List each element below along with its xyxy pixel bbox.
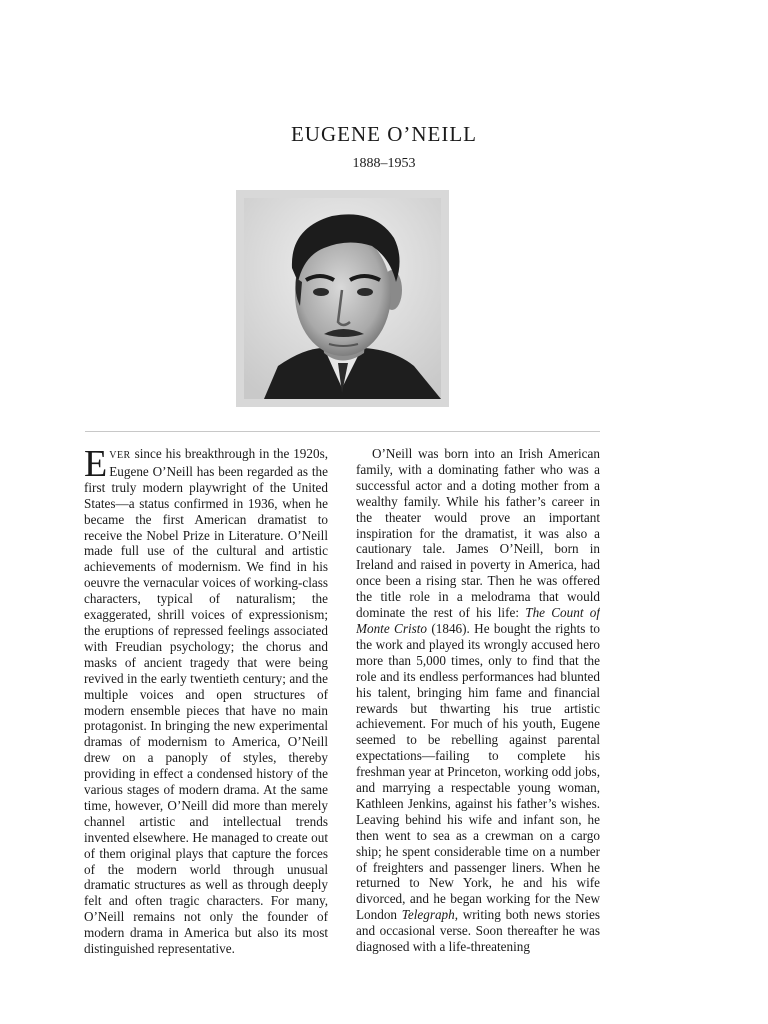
text-column-right <box>356 446 600 976</box>
paragraph-biography <box>356 446 600 955</box>
portrait-image <box>244 198 441 399</box>
section-divider <box>85 431 600 432</box>
work-title-monte-cristo: The Count of Monte Cristo <box>356 605 600 636</box>
paragraph-intro-text: since his breakthrough in the 1920s, Eugene O’Neill has been regarded as the first truly modern playwright of the United States—a status confirmed in 1936, when he became the first American dramatist to receive the Nobel Prize in Literature. O’Neill made full use of the cultural and artistic achievements of modernism. We find in his oeuvre the vernacular voices of working-class characters, typical of naturalism; the exaggerated, shrill voices of expressionism; the eruptions of repressed feelings associated with Freudian psychology; the chorus and masks of ancient tragedy that were being revived in the early twentieth century; and the multiple voices and open structures of modern ensemble pieces that have no main protagonist. In bringing the new experimental dramas of modernism to America, O’Neill drew on a panoply of styles, thereby providing in effect a condensed history of the various stages of modern drama. At the same time, however, O’Neill did more than merely channel artistic and intellectual trends invented elsewhere. He managed to create out of them original plays that capture the forces of the modern world through unusual dramatic structures as well as through deeply felt and often tragic characters. For many, O’Neill remains not only the founder of modern drama in America but also its most distinguished representative. <box>84 446 328 957</box>
paragraph-text-2: (1846). He bought the rights to the work and played its wrongly accused hero more than 5,000 times, only to find that the role and its endless performances had blunted his talent, bringing him fame and financial rewards but thwarting his true artistic achievement. For much of his youth, Eugene seemed to be rebelling against parental expectations—failing to complete his freshman year at Princeton, working odd jobs, and marrying a respectable young woman, Kathleen Jenkins, against his father’s wishes. Leaving behind his wife and infant son, he then went to sea as a crewman on a cargo ship; he spent considerable time on a number of freighters and passenger liners. When he returned to New York, he and his wife divorced, and he began working for the New London <box>356 620 600 923</box>
life-dates: 1888–1953 <box>352 156 416 171</box>
page-title: EUGENE O’NEILL <box>290 122 478 146</box>
portrait-photo <box>236 190 449 407</box>
paragraph-text-1: O’Neill was born into an Irish American family, with a dominating father who was a successful actor and a doting mother from a wealthy family. While his father’s career in the theater would prove an important inspiration for the dramatist, it was also a cautionary tale. James O’Neill, born in Ireland and raised in poverty in America, had once been a rising star. Then he was offered the title role in a melodrama that would dominate the rest of his life: <box>356 446 600 621</box>
paragraph-text-3: , writing both news stories and occasional verse. Soon thereafter he was diagnosed with a life-threatening <box>356 907 600 955</box>
paragraph-intro <box>84 446 328 957</box>
text-column-left <box>84 446 328 976</box>
lead-smallcaps: VER <box>109 450 131 461</box>
newspaper-title-telegraph: Telegraph <box>401 907 455 923</box>
drop-cap: E <box>84 446 108 485</box>
